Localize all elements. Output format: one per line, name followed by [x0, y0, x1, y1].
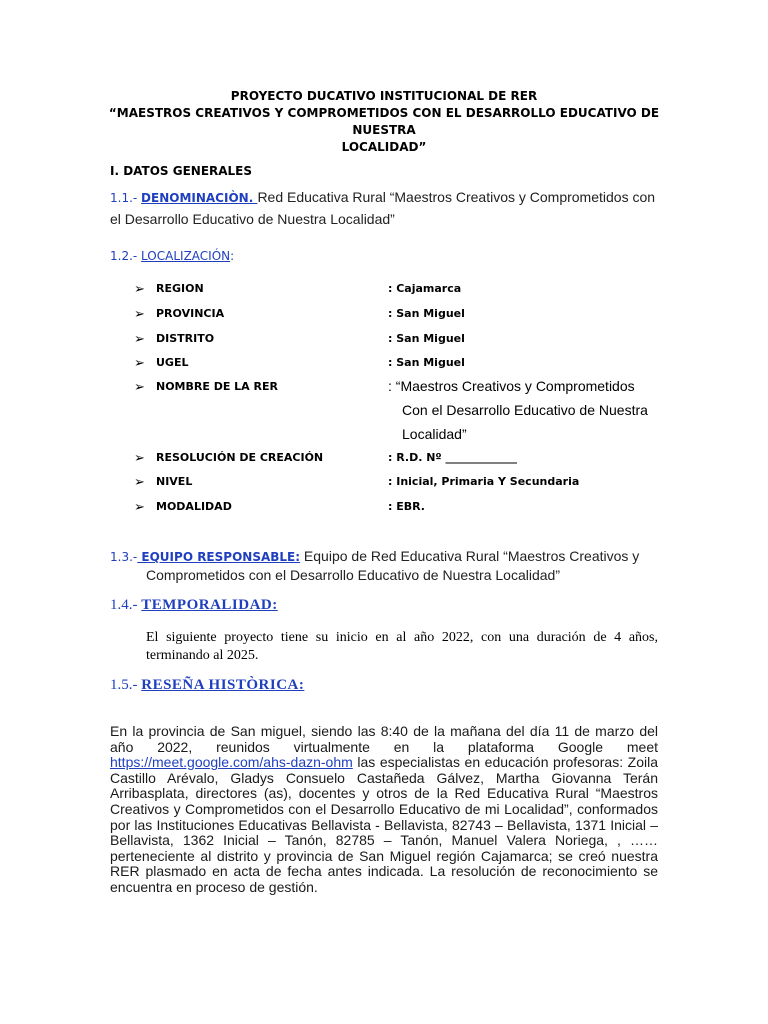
item-key: UGEL	[156, 356, 189, 369]
resena-paragraph	[110, 724, 658, 896]
list-item	[134, 353, 674, 373]
denominacion-text-2: el Desarrollo Educativo de Nuestra Localidad”	[110, 211, 395, 227]
denominacion-text-1: Red Educativa Rural “Maestros Creativos y Comprometidos con	[257, 189, 656, 205]
title-line-1: PROYECTO DUCATIVO INSTITUCIONAL DE RER	[230, 89, 538, 103]
temporalidad-heading	[110, 597, 278, 614]
document-title	[100, 88, 668, 156]
rer-name-line-2: Con el Desarrollo Educativo de Nuestra	[402, 402, 648, 418]
list-item	[134, 304, 674, 324]
item-value: : San Miguel	[388, 356, 465, 369]
list-item	[134, 472, 674, 492]
item-key: PROVINCIA	[156, 307, 225, 320]
meet-link[interactable]: https://meet.google.com/ahs-dazn-ohm	[110, 754, 353, 771]
rer-name-line-1: : “Maestros Creativos y Comprometidos	[388, 378, 635, 394]
arrow-bullet-icon: ➢	[134, 474, 145, 489]
localizacion-number: 1.2.-	[110, 249, 142, 263]
arrow-bullet-icon: ➢	[134, 355, 145, 370]
item-key: NOMBRE DE LA RER	[156, 380, 278, 393]
item-value	[388, 374, 678, 446]
equipo-number: 1.3.-	[110, 550, 138, 564]
resena-text-before: En la provincia de San miguel, siendo las 8:40 de la mañana del día 11 de marzo del año 2022, reunidos virtualmente en la plataforma Google meet	[110, 723, 658, 755]
localizacion-colon: :	[230, 249, 235, 263]
equipo-section	[110, 547, 658, 584]
localizacion-heading	[110, 245, 658, 267]
resena-text-after: las especialistas en educación profesoras: Zoila Castillo Arévalo, Gladys Consuelo Castañeda Gálvez, Martha Giovanna Terán Arribasplata, directores (as), docentes y otros de la Red Educativa Rural “Maestros Creativos y Comprometidos con el Desarrollo Educativo de mi Localidad”, conformados por las Instituciones Educativas Bellavista - Bellavista, 82743 – Bellavista, 1371 Inicial – Bellavista, 1362 Inicial – Tanón, 82785 – Tanón, Manuel Valera Noriega, , …… perteneciente al distrito y provincia de San Miguel región Cajamarca; se creó nuestra RER plasmado en acta de fecha antes indicada. La resolución de reconocimiento se encuentra en proceso de gestión.	[110, 754, 658, 895]
arrow-bullet-icon: ➢	[134, 306, 145, 321]
temporalidad-label: TEMPORALIDAD:	[141, 597, 278, 613]
item-value: : Cajamarca	[388, 282, 462, 295]
denominacion-section	[110, 187, 658, 230]
resena-heading	[110, 677, 304, 694]
temporalidad-number: 1.4.-	[110, 597, 142, 613]
list-item	[134, 497, 674, 517]
title-line-2: “MAESTROS CREATIVOS Y COMPROMETIDOS CON EL DESARROLLO EDUCATIVO DE NUESTRA	[108, 106, 660, 137]
arrow-bullet-icon: ➢	[134, 281, 145, 296]
denominacion-number: 1.1.-	[110, 191, 142, 205]
denominacion-label: DENOMINACIÒN.	[141, 191, 258, 205]
localizacion-label: LOCALIZACIÓN	[141, 249, 231, 263]
item-value: : San Miguel	[388, 307, 465, 320]
list-item	[134, 448, 674, 468]
arrow-bullet-icon: ➢	[134, 450, 145, 465]
arrow-bullet-icon: ➢	[134, 499, 145, 514]
equipo-text-2: Comprometidos con el Desarrollo Educativo de Nuestra Localidad”	[146, 567, 560, 583]
item-value: : EBR.	[388, 500, 425, 513]
arrow-bullet-icon: ➢	[134, 331, 145, 346]
equipo-label: EQUIPO RESPONSABLE:	[137, 550, 301, 564]
item-key: NIVEL	[156, 475, 193, 488]
item-key: RESOLUCIÓN DE CREACIÓN	[156, 451, 324, 464]
item-key: DISTRITO	[156, 332, 215, 345]
temporalidad-text: El siguiente proyecto tiene su inicio en al año 2022, con una duración de 4 años, terminando al 2025.	[146, 630, 658, 663]
resena-number: 1.5.-	[110, 677, 142, 693]
list-item	[134, 279, 674, 299]
section-heading-datos-generales: I. DATOS GENERALES	[110, 164, 253, 178]
item-value: : R.D. Nº _____________	[388, 451, 517, 464]
list-item	[134, 329, 674, 349]
item-value: : San Miguel	[388, 332, 465, 345]
equipo-text-1: Equipo de Red Educativa Rural “Maestros Creativos y	[300, 548, 640, 564]
rer-name-line-3: Localidad”	[402, 426, 467, 442]
title-line-3: LOCALIDAD”	[341, 140, 427, 154]
item-key: MODALIDAD	[156, 500, 232, 513]
arrow-bullet-icon: ➢	[134, 379, 145, 394]
item-key: REGION	[156, 282, 204, 295]
item-value: : Inicial, Primaria Y Secundaria	[388, 475, 580, 488]
resena-label: RESEÑA HISTÒRICA:	[141, 677, 305, 693]
list-item	[134, 377, 674, 449]
